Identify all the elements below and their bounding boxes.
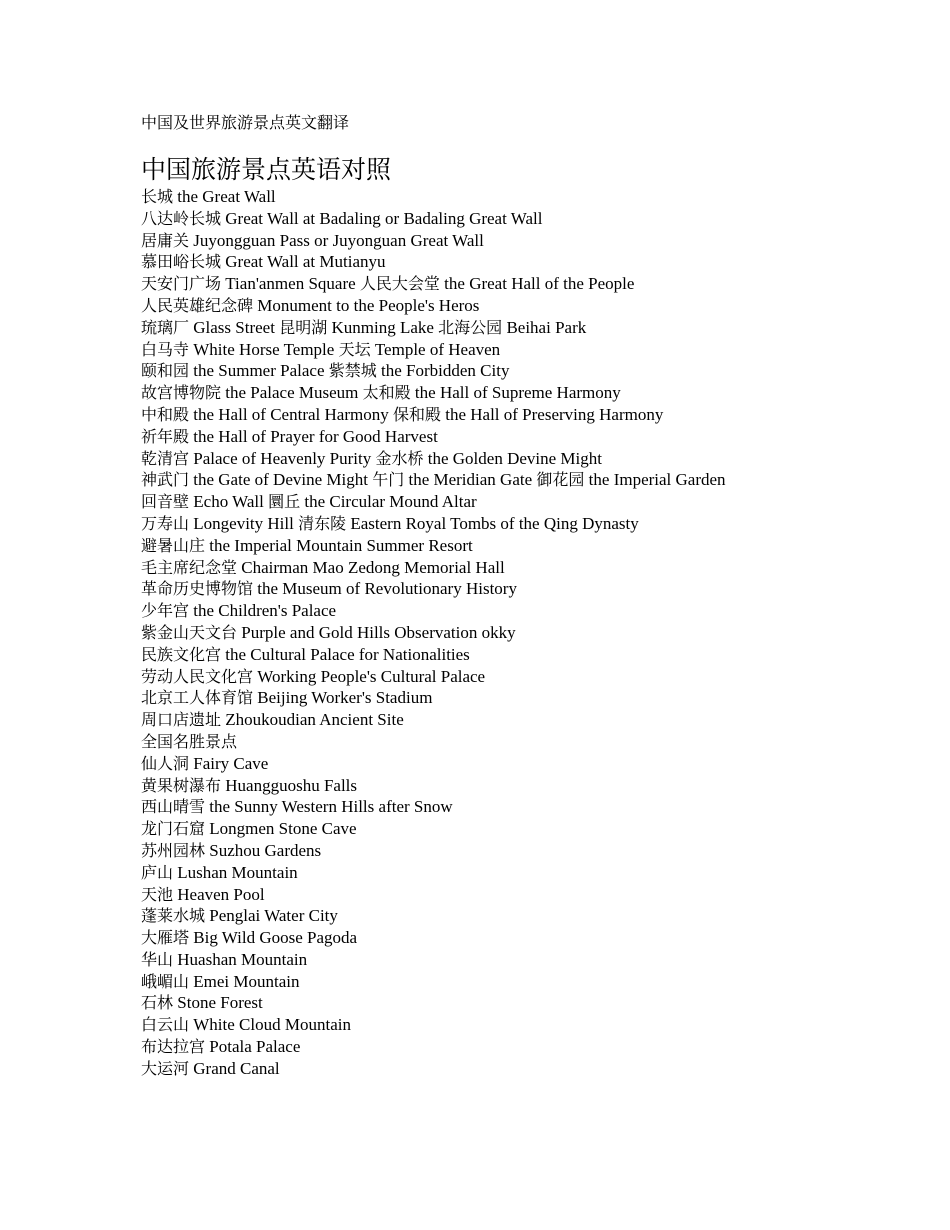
chinese-name: 圜丘 [268, 492, 301, 512]
list-item [141, 884, 921, 906]
list-item [141, 251, 921, 273]
document-title: 中国及世界旅游景点英文翻译 [141, 113, 350, 132]
list-item [141, 731, 921, 753]
list-item [141, 905, 921, 927]
english-name: the Gate of Devine Might [193, 470, 368, 490]
chinese-name: 天池 [141, 884, 174, 904]
chinese-name: 周口店遗址 [141, 710, 222, 730]
chinese-name: 长城 [141, 187, 174, 206]
chinese-name: 庐山 [141, 862, 174, 882]
english-name: Lushan Mountain [177, 862, 298, 882]
list-item [141, 469, 921, 491]
chinese-name: 午门 [372, 470, 405, 490]
list-item [141, 360, 921, 382]
english-name: the Meridian Gate [408, 470, 533, 490]
chinese-name: 昆明湖 [279, 317, 328, 337]
chinese-name: 石林 [141, 993, 174, 1013]
english-name: the Golden Devine Might [427, 448, 602, 468]
chinese-name: 太和殿 [362, 383, 411, 403]
chinese-name: 御花园 [536, 470, 585, 490]
list-item [141, 1036, 921, 1058]
english-name: Juyongguan Pass or Juyonguan Great Wall [193, 230, 484, 250]
list-item [141, 644, 921, 666]
english-name: Beijing Worker's Stadium [257, 688, 433, 708]
chinese-name: 革命历史博物馆 [141, 579, 254, 599]
english-name: Stone Forest [177, 993, 263, 1013]
list-item [141, 840, 921, 862]
list-item [141, 295, 921, 317]
chinese-name: 仙人洞 [141, 753, 190, 773]
chinese-name: 万寿山 [141, 513, 190, 533]
english-name: Huashan Mountain [177, 949, 308, 969]
english-name: Palace of Heavenly Purity [193, 448, 372, 468]
chinese-name: 北海公园 [438, 317, 503, 337]
english-name: the Summer Palace [193, 361, 325, 381]
list-item [141, 186, 921, 208]
list-item [141, 927, 921, 949]
chinese-name: 全国名胜景点 [141, 731, 238, 751]
chinese-name: 金水桥 [375, 448, 424, 468]
chinese-name: 大运河 [141, 1058, 190, 1078]
chinese-name: 黄果树瀑布 [141, 775, 222, 795]
english-name: the Sunny Western Hills after Snow [209, 797, 453, 817]
english-name: Chairman Mao Zedong Memorial Hall [241, 557, 505, 577]
list-item [141, 796, 921, 818]
chinese-name: 回音壁 [141, 492, 190, 512]
chinese-name: 白云山 [141, 1015, 190, 1035]
english-name: White Horse Temple [193, 339, 335, 359]
list-item [141, 557, 921, 579]
list-item [141, 535, 921, 557]
chinese-name: 人民大会堂 [359, 274, 440, 294]
list-item [141, 404, 921, 426]
list-item [141, 578, 921, 600]
english-name: Zhoukoudian Ancient Site [225, 710, 404, 730]
english-name: Kunming Lake [331, 317, 434, 337]
english-name: Tian'anmen Square [225, 274, 356, 294]
list-item [141, 317, 921, 339]
chinese-name: 居庸关 [141, 230, 190, 250]
english-name: Monument to the People's Heros [257, 295, 480, 315]
list-item [141, 992, 921, 1014]
list-item [141, 513, 921, 535]
english-name: the Forbidden City [381, 361, 510, 381]
list-item [141, 753, 921, 775]
chinese-name: 大雁塔 [141, 928, 190, 948]
english-name: the Hall of Supreme Harmony [414, 383, 621, 403]
english-name: the Cultural Palace for Nationalities [225, 644, 470, 664]
english-name: the Great Hall of the People [444, 274, 635, 294]
chinese-name: 北京工人体育馆 [141, 688, 254, 708]
english-name: Grand Canal [193, 1058, 280, 1078]
chinese-name: 八达岭长城 [141, 208, 222, 228]
chinese-name: 天安门广场 [141, 274, 222, 294]
english-name: the Circular Mound Altar [304, 492, 477, 512]
chinese-name: 清东陵 [298, 513, 347, 533]
chinese-name: 劳动人民文化宫 [141, 666, 254, 686]
entry-list [141, 186, 921, 1080]
english-name: Emei Mountain [193, 971, 300, 991]
chinese-name: 华山 [141, 949, 174, 969]
list-item [141, 230, 921, 252]
list-item [141, 666, 921, 688]
list-item [141, 1014, 921, 1036]
chinese-name: 龙门石窟 [141, 819, 206, 839]
chinese-name: 苏州园林 [141, 840, 206, 860]
english-name: Purple and Gold Hills Observation okky [241, 622, 516, 642]
section-heading: 中国旅游景点英语对照 [141, 155, 392, 184]
english-name: Heaven Pool [177, 884, 265, 904]
chinese-name: 少年宫 [141, 601, 190, 621]
chinese-name: 紫金山天文台 [141, 622, 238, 642]
english-name: the Great Wall [177, 187, 276, 206]
list-item [141, 971, 921, 993]
chinese-name: 神武门 [141, 470, 190, 490]
english-name: Glass Street [193, 317, 275, 337]
english-name: the Palace Museum [225, 383, 359, 403]
list-item [141, 426, 921, 448]
english-name: Big Wild Goose Pagoda [193, 928, 358, 948]
english-name: the Hall of Preserving Harmony [445, 404, 664, 424]
english-name: Longevity Hill [193, 513, 294, 533]
english-name: Great Wall at Badaling or Badaling Great Wall [225, 208, 543, 228]
list-item [141, 775, 921, 797]
list-item [141, 709, 921, 731]
english-name: Eastern Royal Tombs of the Qing Dynasty [350, 513, 639, 533]
document-page [141, 112, 921, 1080]
chinese-name: 慕田峪长城 [141, 252, 222, 272]
english-name: Echo Wall [193, 492, 264, 512]
list-item [141, 862, 921, 884]
list-item [141, 687, 921, 709]
list-item [141, 949, 921, 971]
english-name: Potala Palace [209, 1037, 301, 1057]
chinese-name: 峨嵋山 [141, 971, 190, 991]
list-item [141, 273, 921, 295]
chinese-name: 避暑山庄 [141, 535, 206, 555]
english-name: Working People's Cultural Palace [257, 666, 486, 686]
list-item [141, 818, 921, 840]
english-name: Longmen Stone Cave [209, 819, 357, 839]
chinese-name: 天坛 [338, 339, 371, 359]
english-name: the Imperial Garden [588, 470, 726, 490]
chinese-name: 颐和园 [141, 361, 190, 381]
list-item [141, 1058, 921, 1080]
list-item [141, 448, 921, 470]
chinese-name: 西山晴雪 [141, 797, 206, 817]
english-name: the Hall of Prayer for Good Harvest [193, 426, 438, 446]
english-name: Huangguoshu Falls [225, 775, 358, 795]
english-name: Fairy Cave [193, 753, 269, 773]
list-item [141, 622, 921, 644]
chinese-name: 故宫博物院 [141, 383, 222, 403]
chinese-name: 祈年殿 [141, 426, 190, 446]
chinese-name: 乾清宫 [141, 448, 190, 468]
chinese-name: 蓬莱水城 [141, 906, 206, 926]
english-name: the Imperial Mountain Summer Resort [209, 535, 473, 555]
chinese-name: 保和殿 [392, 404, 441, 424]
list-item [141, 339, 921, 361]
chinese-name: 白马寺 [141, 339, 190, 359]
list-item [141, 491, 921, 513]
chinese-name: 琉璃厂 [141, 317, 190, 337]
english-name: Suzhou Gardens [209, 840, 322, 860]
chinese-name: 紫禁城 [328, 361, 377, 381]
chinese-name: 民族文化宫 [141, 644, 222, 664]
english-name: the Hall of Central Harmony [193, 404, 389, 424]
chinese-name: 布达拉宫 [141, 1037, 206, 1057]
list-item [141, 208, 921, 230]
chinese-name: 人民英雄纪念碑 [141, 295, 254, 315]
english-name: White Cloud Mountain [193, 1015, 351, 1035]
chinese-name: 中和殿 [141, 404, 190, 424]
english-name: Great Wall at Mutianyu [225, 252, 386, 272]
english-name: the Children's Palace [193, 601, 337, 621]
list-item [141, 382, 921, 404]
list-item [141, 600, 921, 622]
english-name: the Museum of Revolutionary History [257, 579, 517, 599]
english-name: Temple of Heaven [374, 339, 501, 359]
english-name: Penglai Water City [209, 906, 338, 926]
chinese-name: 毛主席纪念堂 [141, 557, 238, 577]
english-name: Beihai Park [506, 317, 587, 337]
